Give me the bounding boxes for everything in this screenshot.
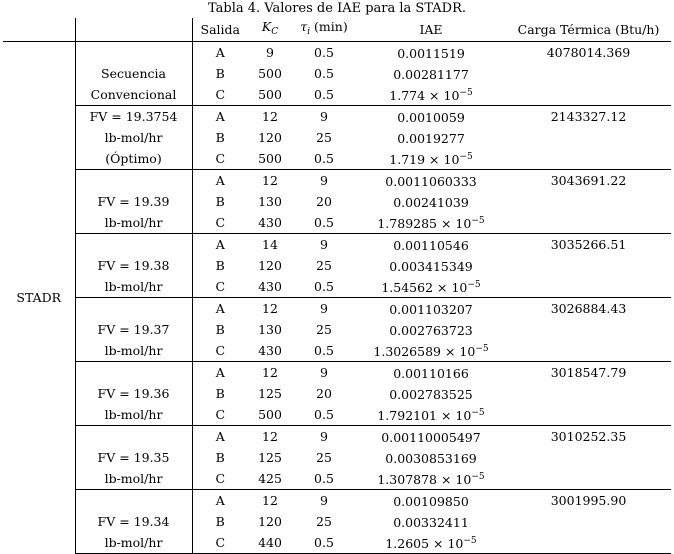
iae-cell [356, 404, 506, 426]
table-row [3, 255, 671, 276]
salida-cell: B [215, 257, 225, 273]
tau-cell: 0.5 [292, 84, 356, 106]
kc-cell: 500 [248, 404, 292, 426]
kc-cell: 12 [262, 172, 278, 188]
table-row [3, 340, 671, 362]
salida-cell: A [215, 44, 225, 60]
salida-cell: C [192, 212, 248, 234]
case-label-line: FV = 19.37 [75, 319, 192, 340]
salida-cell: C [192, 84, 248, 106]
table-row [3, 468, 671, 490]
iae-exponent: −5 [475, 344, 489, 354]
iae-cell [356, 42, 506, 64]
iae-cell [356, 319, 506, 340]
case-label-line: lb-mol/hr [75, 127, 192, 148]
carga-cell [506, 532, 671, 554]
salida-cell: A [215, 108, 225, 124]
case-label-line: lb-mol/hr [75, 276, 192, 298]
carga-cell: 3010252.35 [550, 428, 627, 444]
iae-value: 1.3026589 × 10 [373, 344, 476, 359]
carga-cell: 3035266.51 [550, 236, 627, 252]
kc-cell: 125 [258, 385, 282, 401]
table-row [3, 298, 671, 320]
iae-cell [356, 234, 506, 256]
salida-cell: B [215, 129, 225, 145]
iae-cell [356, 255, 506, 276]
iae-cell [356, 148, 506, 170]
tau-cell: 9 [320, 364, 328, 380]
case-label-line: FV = 19.36 [75, 383, 192, 404]
table-row [3, 106, 671, 128]
salida-cell: A [215, 300, 225, 316]
iae-value: 0.0019277 [397, 131, 465, 146]
header-group-blank [3, 18, 75, 42]
iae-value: 1.789285 × 10 [377, 216, 472, 231]
salida-cell: C [192, 532, 248, 554]
carga-cell [506, 127, 671, 148]
case-label-line: lb-mol/hr [75, 532, 192, 554]
iae-value: 0.003415349 [389, 259, 473, 274]
salida-cell: B [215, 449, 225, 465]
tau-cell: 9 [320, 300, 328, 316]
case-label-line: lb-mol/hr [75, 404, 192, 426]
tau-cell: 25 [316, 321, 332, 337]
table-row [3, 362, 671, 384]
table-row [3, 127, 671, 148]
carga-cell [506, 447, 671, 468]
case-label-line [75, 490, 192, 512]
iae-exponent: −5 [471, 472, 485, 482]
table-row [3, 234, 671, 256]
case-label-line: lb-mol/hr [75, 212, 192, 234]
iae-cell [356, 63, 506, 84]
kc-cell: 120 [258, 513, 282, 529]
tau-cell: 0.5 [314, 44, 334, 60]
iae-exponent: −5 [471, 216, 485, 226]
tau-cell: 25 [316, 513, 332, 529]
carga-cell [506, 84, 671, 106]
tau-cell: 25 [316, 257, 332, 273]
tau-cell: 0.5 [292, 212, 356, 234]
table-row [3, 84, 671, 106]
tau-cell: 0.5 [292, 148, 356, 170]
tau-cell: 0.5 [292, 340, 356, 362]
case-label-line [75, 298, 192, 320]
salida-cell: C [192, 468, 248, 490]
iae-cell [356, 511, 506, 532]
carga-cell: 4078014.369 [546, 44, 631, 60]
table-row [3, 404, 671, 426]
table-row [3, 426, 671, 448]
header-carga: Carga Térmica (Btu/h) [506, 18, 671, 42]
case-label-line [75, 426, 192, 448]
iae-value: 0.002763723 [389, 323, 473, 338]
tau-cell: 20 [316, 193, 332, 209]
salida-cell: B [215, 193, 225, 209]
iae-value: 1.774 × 10 [389, 88, 460, 103]
group-label: STADR [3, 42, 75, 554]
case-label-line [75, 42, 192, 64]
table-row [3, 212, 671, 234]
salida-cell: C [192, 276, 248, 298]
carga-cell: 2143327.12 [550, 108, 627, 124]
iae-value: 0.00109850 [393, 494, 469, 509]
tau-cell: 9 [320, 492, 328, 508]
carga-cell [506, 383, 671, 404]
salida-cell: A [215, 492, 225, 508]
kc-cell: 120 [258, 129, 282, 145]
iae-value: 0.00110005497 [381, 430, 481, 445]
iae-value: 0.00241039 [393, 195, 469, 210]
carga-cell [506, 468, 671, 490]
header-iae: IAE [356, 18, 506, 42]
iae-value: 0.00110166 [393, 366, 469, 381]
kc-cell: 12 [262, 428, 278, 444]
case-label-line: FV = 19.35 [75, 447, 192, 468]
table-row [3, 63, 671, 84]
table-row [3, 490, 671, 512]
iae-value: 1.719 × 10 [389, 152, 460, 167]
tau-cell: 25 [316, 129, 332, 145]
iae-cell [356, 84, 506, 106]
kc-cell: 130 [258, 193, 282, 209]
carga-cell [506, 148, 671, 170]
carga-cell [506, 340, 671, 362]
kc-cell: 12 [262, 108, 278, 124]
carga-cell: 3043691.22 [550, 172, 627, 188]
salida-cell: A [215, 364, 225, 380]
carga-cell [506, 212, 671, 234]
kc-cell: 430 [248, 276, 292, 298]
header-tau-unit: (min) [310, 19, 348, 34]
iae-cell [356, 532, 506, 554]
header-case-blank [75, 18, 192, 42]
header-salida: Salida [192, 18, 248, 42]
iae-cell [356, 212, 506, 234]
iae-cell [356, 362, 506, 384]
iae-value: 0.0011060333 [385, 174, 477, 189]
salida-cell: C [192, 340, 248, 362]
iae-cell [356, 340, 506, 362]
table-row [3, 148, 671, 170]
iae-cell [356, 191, 506, 212]
salida-cell: A [215, 236, 225, 252]
carga-cell [506, 191, 671, 212]
table-row [3, 42, 671, 64]
table-row [3, 276, 671, 298]
salida-cell: B [215, 321, 225, 337]
case-label-line: FV = 19.3754 [75, 106, 192, 128]
iae-value: 0.001103207 [389, 302, 473, 317]
table-caption: Tabla 4. Valores de IAE para la STADR. [207, 1, 467, 16]
iae-value: 0.002783525 [389, 387, 473, 402]
kc-cell: 430 [248, 340, 292, 362]
table-header [3, 18, 671, 42]
iae-cell [356, 426, 506, 448]
case-label-line [75, 234, 192, 256]
kc-cell: 14 [262, 236, 278, 252]
kc-cell: 130 [258, 321, 282, 337]
header-tau-subscript: i [307, 27, 311, 37]
iae-exponent: −5 [463, 536, 477, 546]
iae-value: 1.2605 × 10 [385, 536, 464, 551]
tau-cell: 20 [316, 385, 332, 401]
tau-cell: 0.5 [314, 65, 334, 81]
iae-cell [356, 106, 506, 128]
table-row [3, 319, 671, 340]
iae-cell [356, 468, 506, 490]
salida-cell: A [215, 172, 225, 188]
kc-cell: 12 [262, 300, 278, 316]
iae-value: 0.00281177 [393, 67, 469, 82]
carga-cell: 3018547.79 [550, 364, 627, 380]
header-tau [292, 18, 356, 42]
iae-value: 0.00332411 [393, 515, 469, 530]
carga-cell: 3001995.90 [550, 492, 627, 508]
kc-cell: 430 [248, 212, 292, 234]
iae-cell [356, 276, 506, 298]
kc-cell: 120 [258, 257, 282, 273]
salida-cell: B [215, 385, 225, 401]
tau-cell: 0.5 [292, 404, 356, 426]
carga-cell: 3026884.43 [550, 300, 627, 316]
iae-value: 0.0030853169 [385, 451, 477, 466]
salida-cell: C [192, 148, 248, 170]
iae-value: 0.0011519 [397, 46, 465, 61]
case-label-line: (Óptimo) [75, 148, 192, 170]
kc-cell: 12 [262, 492, 278, 508]
iae-table [3, 18, 671, 554]
table-row [3, 191, 671, 212]
tau-cell: 0.5 [292, 276, 356, 298]
iae-cell [356, 127, 506, 148]
table-row [3, 532, 671, 554]
iae-value: 1.307878 × 10 [377, 472, 472, 487]
iae-cell [356, 170, 506, 192]
iae-cell [356, 383, 506, 404]
kc-cell: 425 [248, 468, 292, 490]
table-row [3, 511, 671, 532]
header-tau-symbol: τ [300, 19, 308, 34]
kc-cell: 500 [248, 84, 292, 106]
case-label-line: Secuencia [75, 63, 192, 84]
case-label-line [75, 170, 192, 192]
salida-cell: C [192, 404, 248, 426]
carga-cell [506, 404, 671, 426]
iae-cell [356, 447, 506, 468]
tau-cell: 0.5 [292, 468, 356, 490]
tau-cell: 0.5 [292, 532, 356, 554]
iae-exponent: −5 [471, 408, 485, 418]
iae-exponent: −5 [467, 280, 481, 290]
table-body [3, 42, 671, 554]
iae-value: 0.0010059 [397, 110, 465, 125]
case-label-line: lb-mol/hr [75, 468, 192, 490]
carga-cell [506, 255, 671, 276]
kc-cell: 440 [248, 532, 292, 554]
iae-exponent: −5 [459, 88, 473, 98]
tau-cell: 25 [316, 449, 332, 465]
kc-cell: 9 [266, 44, 274, 60]
carga-cell [506, 276, 671, 298]
header-kc [248, 18, 292, 42]
salida-cell: B [215, 65, 225, 81]
header-kc-subscript: C [271, 27, 279, 37]
kc-cell: 12 [262, 364, 278, 380]
salida-cell: A [215, 428, 225, 444]
table-row [3, 170, 671, 192]
case-label-line: Convencional [75, 84, 192, 106]
carga-cell [506, 319, 671, 340]
case-label-line: FV = 19.38 [75, 255, 192, 276]
iae-value: 1.792101 × 10 [377, 408, 472, 423]
kc-cell: 500 [248, 148, 292, 170]
table-row [3, 447, 671, 468]
case-label-line: FV = 19.39 [75, 191, 192, 212]
carga-cell [506, 63, 671, 84]
tau-cell: 9 [320, 428, 328, 444]
iae-value: 0.00110546 [393, 238, 469, 253]
salida-cell: B [215, 513, 225, 529]
table-row [3, 383, 671, 404]
iae-cell [356, 298, 506, 320]
tau-cell: 9 [320, 172, 328, 188]
kc-cell: 125 [258, 449, 282, 465]
case-label-line: FV = 19.34 [75, 511, 192, 532]
header-kc-symbol: K [261, 19, 272, 34]
kc-cell: 500 [258, 65, 282, 81]
iae-cell [356, 490, 506, 512]
tau-cell: 9 [320, 236, 328, 252]
iae-value: 1.54562 × 10 [381, 280, 468, 295]
case-label-line [75, 362, 192, 384]
carga-cell [506, 511, 671, 532]
tau-cell: 9 [320, 108, 328, 124]
iae-exponent: −5 [459, 152, 473, 162]
case-label-line: lb-mol/hr [75, 340, 192, 362]
